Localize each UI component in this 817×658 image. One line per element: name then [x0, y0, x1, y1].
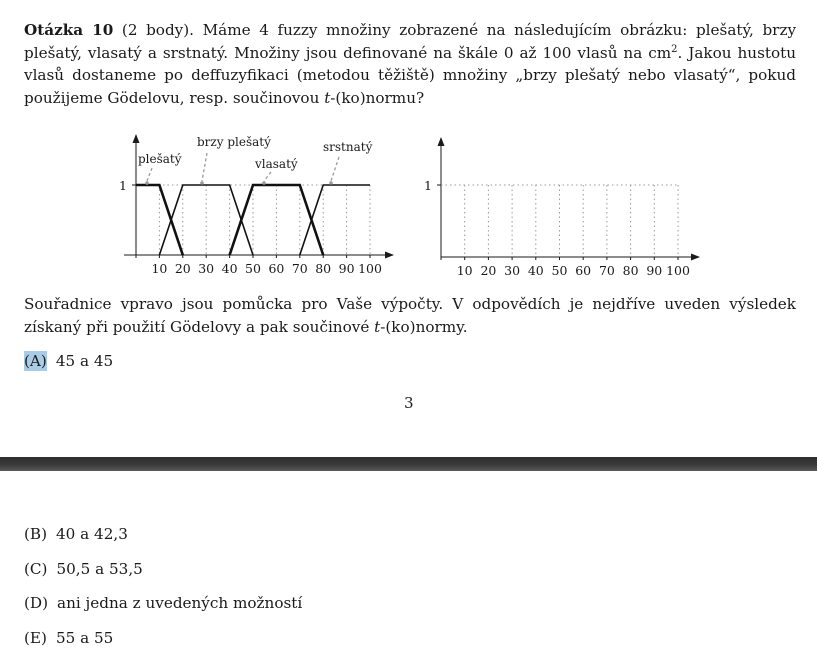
legend-leader	[264, 172, 271, 181]
right-x-tick-label: 90	[646, 263, 663, 278]
legend-leader-dot	[145, 181, 149, 185]
left-x-tick-label: 40	[221, 261, 238, 276]
legend-label-srstnaty: srstnatý	[323, 140, 373, 154]
page-number: 3	[404, 394, 414, 412]
note-text	[24, 293, 796, 338]
answer-c[interactable]	[24, 559, 143, 579]
unit-superscript: 2	[671, 43, 678, 55]
answer-e[interactable]	[24, 628, 113, 648]
answer-b[interactable]	[24, 524, 128, 544]
answer-b-label: (B)	[24, 525, 48, 543]
fuzzy-sets-figure	[0, 0, 817, 290]
right-x-tick-label: 40	[527, 263, 544, 278]
note-body-2: -(ko)normy.	[380, 317, 468, 336]
left-x-tick-label: 10	[151, 261, 168, 276]
left-x-tick-label: 100	[358, 261, 382, 276]
right-x-tick-label: 70	[598, 263, 615, 278]
right-x-tick-label: 100	[666, 263, 690, 278]
right-x-tick-label: 20	[480, 263, 497, 278]
left-x-tick-label: 80	[315, 261, 332, 276]
right-x-tick-label: 30	[504, 263, 521, 278]
right-x-tick-label: 10	[456, 263, 473, 278]
helper-grid-chart	[424, 138, 699, 278]
legend-leader	[147, 168, 152, 181]
note-body-1: Souřadnice vpravo jsou pomůcka pro Vaše výpočty. V odpovědích je nejdříve uveden výsledek získaný při použití Gödelovy a pak součinové	[24, 295, 796, 336]
left-x-tick-label: 90	[338, 261, 355, 276]
question-body-1: Máme 4 fuzzy množiny zobrazené na následujícím obrázku: plešatý, brzy plešatý, vlasatý a srstnatý. Množiny jsou definované na škále 0 až 100 vlasů na cm	[24, 21, 797, 62]
answer-e-label: (E)	[24, 629, 47, 647]
right-y-tick-label: 1	[424, 178, 432, 193]
answer-a[interactable]	[24, 351, 113, 371]
legend-label-vlasaty: vlasatý	[255, 157, 298, 171]
legend-leader-dot	[200, 181, 204, 185]
question-body-3: -(ko)normu?	[330, 89, 425, 108]
answer-a-label: (A)	[24, 352, 47, 370]
left-x-tick-label: 50	[245, 261, 261, 276]
t-norm-symbol: t	[324, 89, 331, 108]
left-x-tick-label: 60	[268, 261, 285, 276]
legend-leader-dot	[262, 181, 266, 185]
legend-label-plesaty: plešatý	[138, 152, 182, 166]
question-title: Otázka 10	[24, 21, 114, 39]
left-x-tick-label: 20	[174, 261, 191, 276]
page-separator	[0, 457, 817, 471]
right-x-tick-label: 60	[575, 263, 592, 278]
left-y-tick-label: 1	[119, 178, 127, 193]
right-x-tick-label: 50	[551, 263, 568, 278]
answer-a-text: 45 a 45	[55, 352, 114, 370]
left-x-tick-label: 70	[291, 261, 308, 276]
answer-d-text: ani jedna z uvedených možností	[57, 594, 303, 612]
legend-leader	[331, 157, 339, 181]
membership-chart	[119, 135, 393, 276]
question-body-2: . Jakou hustotu vlasů dostaneme po deffuzyfikaci (metodou těžiště) množiny „brzy plešatý nebo vlasatý“, pokud použijeme Gödelovu, resp. součinovou	[24, 43, 796, 108]
legend-leader-dot	[329, 181, 333, 185]
answer-c-text: 50,5 a 53,5	[56, 560, 143, 578]
note-t-symbol: t	[374, 317, 381, 336]
left-x-tick-label: 30	[198, 261, 215, 276]
right-x-tick-label: 80	[622, 263, 639, 278]
question-points: (2 body).	[121, 21, 194, 39]
answer-b-text: 40 a 42,3	[56, 525, 128, 543]
legend-leader	[202, 153, 207, 181]
answer-c-label: (C)	[24, 560, 48, 578]
answer-e-text: 55 a 55	[55, 629, 114, 647]
legend-label-brzy-plesaty: brzy plešatý	[197, 135, 271, 149]
answer-d[interactable]	[24, 593, 302, 613]
answer-d-label: (D)	[24, 594, 49, 612]
